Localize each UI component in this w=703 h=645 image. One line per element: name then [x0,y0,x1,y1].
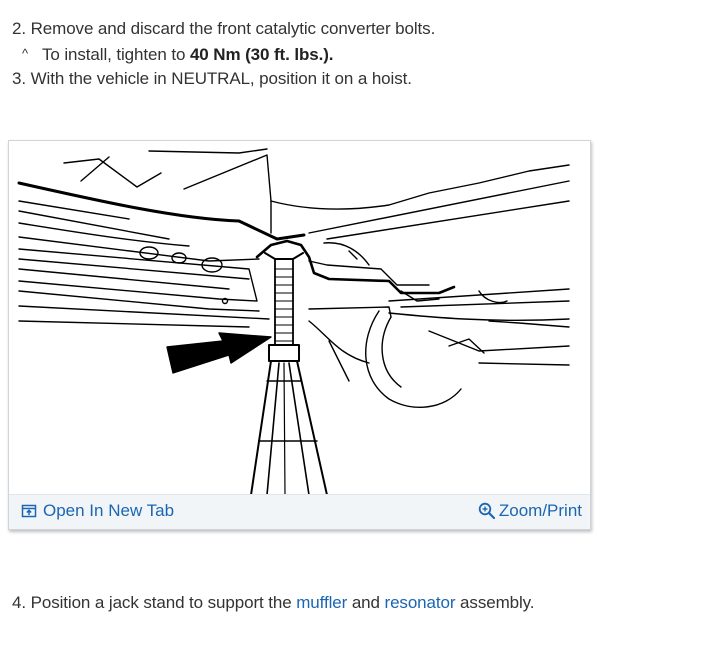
resonator-link[interactable]: resonator [384,593,456,612]
step-4-number: 4. [12,593,26,612]
step-3 [12,68,412,90]
step-2-note [22,43,333,66]
step-3-text: With the vehicle in NEUTRAL, position it on a hoist. [30,69,412,88]
figure-toolbar [9,494,590,529]
step-4-text-between: and [347,593,385,612]
step-4 [12,592,534,614]
jack-stand-illustration [9,141,590,495]
step-2 [12,18,435,40]
step-2-number: 2. [12,19,26,38]
step-4-text-after: assembly. [455,593,535,612]
step-4-text-before: Position a jack stand to support the [30,593,297,612]
open-in-new-tab-label: Open In New Tab [43,501,175,520]
step-2-text: Remove and discard the front catalytic converter bolts. [30,19,436,38]
zoom-print-button[interactable] [478,501,582,521]
figure-panel [8,140,591,530]
step-2-note-prefix: To install, tighten to [42,45,190,64]
torque-spec: 40 Nm (30 ft. lbs.). [189,45,334,64]
step-3-number: 3. [12,69,26,88]
open-in-new-tab-button[interactable] [21,501,174,521]
magnifier-plus-icon [478,502,496,520]
zoom-print-label: Zoom/Print [498,501,582,520]
caret-icon: ^ [22,46,29,61]
muffler-link[interactable]: muffler [296,593,348,612]
open-in-new-tab-icon [21,503,37,519]
